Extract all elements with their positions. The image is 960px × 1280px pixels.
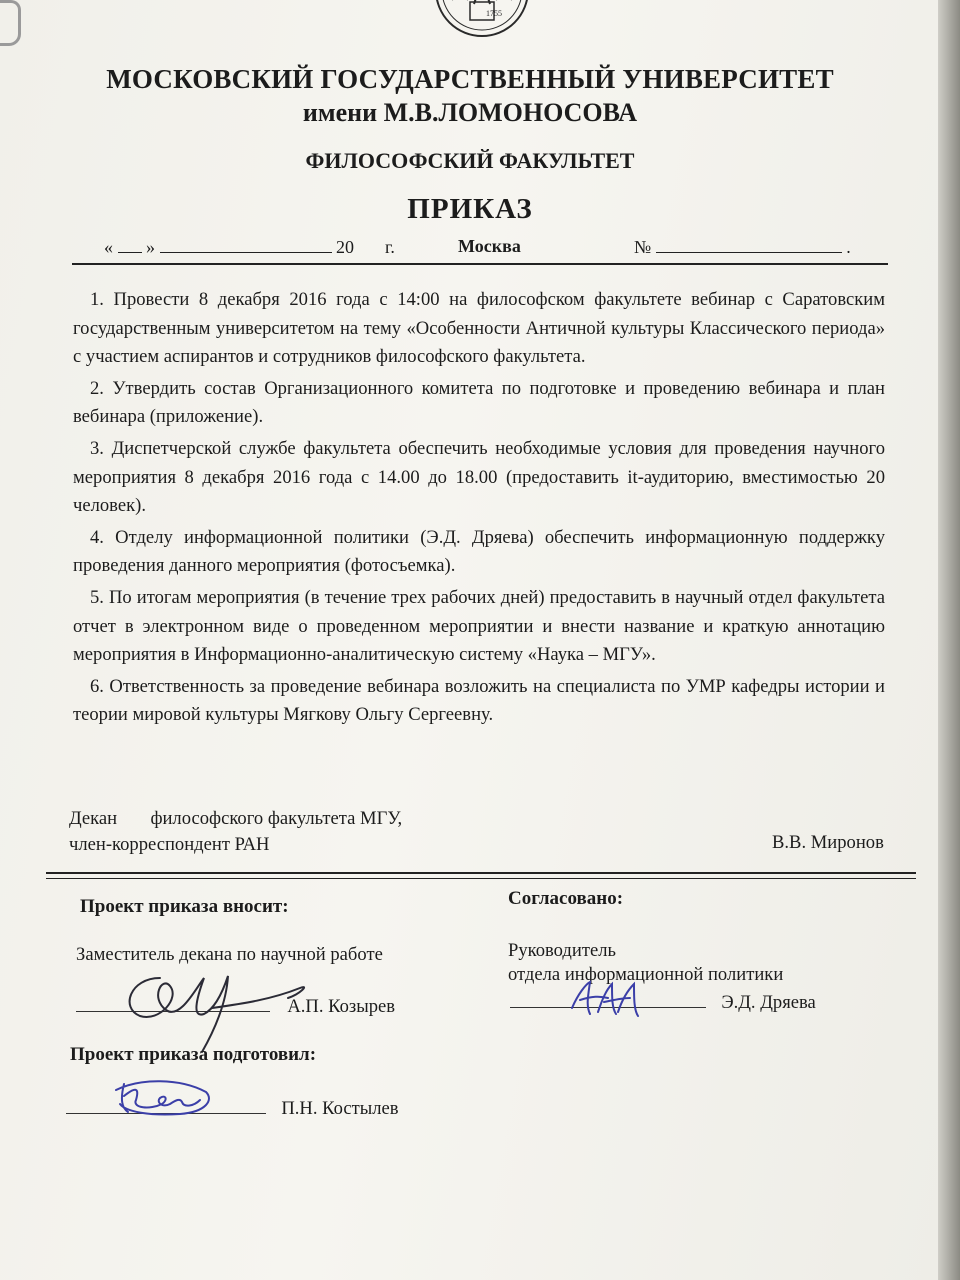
- order-items: [73, 286, 885, 733]
- prepared-heading: Проект приказа подготовил:: [70, 1044, 317, 1065]
- signature-section-divider: [46, 872, 916, 879]
- svg-text:1755: 1755: [486, 9, 502, 18]
- close-quote: »: [146, 237, 155, 257]
- date-field: [104, 236, 395, 258]
- kozyrev-signature: [100, 948, 330, 1058]
- approved-name: Э.Д. Дряева: [721, 992, 816, 1013]
- order-number-field: [634, 236, 851, 258]
- binder-clip: [0, 0, 21, 46]
- open-quote: «: [104, 237, 113, 257]
- dryaeva-signature: [560, 972, 650, 1024]
- approved-position-1: Руководитель: [508, 940, 616, 961]
- approved-signature-line: [510, 992, 816, 1014]
- order-item-4: 4. Отделу информационной политики (Э.Д. Дряева) обеспечить информационную поддержку проведения данного мероприятия (фотосъемка).: [73, 526, 885, 577]
- university-name-subtitle: имени М.В.ЛОМОНОСОВА: [302, 98, 638, 127]
- order-item-2: 2. Утвердить состав Организационного комитета по подготовке и проведению вебинара и план вебинара (приложение).: [73, 377, 885, 428]
- submitted-position: Заместитель декана по научной работе: [76, 944, 383, 965]
- number-end-dot: .: [846, 237, 851, 257]
- dean-title-word: Декан: [69, 808, 118, 829]
- order-item-3: 3. Диспетчерской службе факультета обеспечить необходимые условия для проведения научного мероприятия 8 декабря 2016 года с 14.00 до 18.00 (предоставить it-аудиторию, вместимостью 20 человек).: [73, 437, 885, 517]
- kostylev-signature: [110, 1070, 220, 1120]
- approved-position-2: отдела информационной политики: [508, 964, 784, 985]
- university-name: МОСКОВСКИЙ ГОСУДАРСТВЕННЫЙ УНИВЕРСИТЕТ: [106, 64, 834, 94]
- year-suffix: г.: [385, 237, 395, 257]
- dean-title-rest: философского факультета МГУ,: [150, 808, 403, 829]
- page-edge-shadow: [938, 0, 960, 1280]
- order-item-5: 5. По итогам мероприятия (в течение трех рабочих дней) предоставить в научный отдел факультета отчет в электронном виде о проведенном мероприятии и внести название и краткую аннотацию мероприятия в Информационно-аналитическую систему «Наука – МГУ».: [73, 586, 885, 666]
- city-name: Москва: [458, 236, 521, 256]
- dean-title: [69, 808, 402, 830]
- header-divider: [72, 263, 888, 265]
- order-item-6: 6. Ответственность за проведение вебинара возложить на специалиста по УМР кафедры истории и теории мировой культуры Мягкову Ольгу Сергеевну.: [73, 675, 885, 726]
- approved-heading: Согласовано:: [508, 888, 624, 909]
- day-blank: [118, 236, 142, 253]
- order-item-1: 1. Провести 8 декабря 2016 года с 14:00 на философском факультете вебинар с Саратовским государственным университетом на тему «Особенности Античной культуры Классического периода» с участием аспирантов и сотрудников философского факультета.: [73, 289, 885, 368]
- year-prefix: 20: [336, 237, 354, 257]
- dean-name: В.В. Миронов: [772, 832, 884, 853]
- dean-rank: член-корреспондент РАН: [69, 834, 270, 855]
- prepared-name: П.Н. Костылев: [281, 1098, 399, 1119]
- faculty-name: ФИЛОСОФСКИЙ ФАКУЛЬТЕТ: [305, 148, 635, 173]
- university-emblem-logo: [430, 0, 534, 40]
- submitted-name: А.П. Козырев: [287, 996, 396, 1017]
- document-title: ПРИКАЗ: [407, 193, 533, 225]
- number-blank: [656, 236, 842, 253]
- number-sign: №: [634, 237, 652, 257]
- month-blank: [160, 236, 332, 253]
- submitted-heading: Проект приказа вносит:: [80, 896, 289, 917]
